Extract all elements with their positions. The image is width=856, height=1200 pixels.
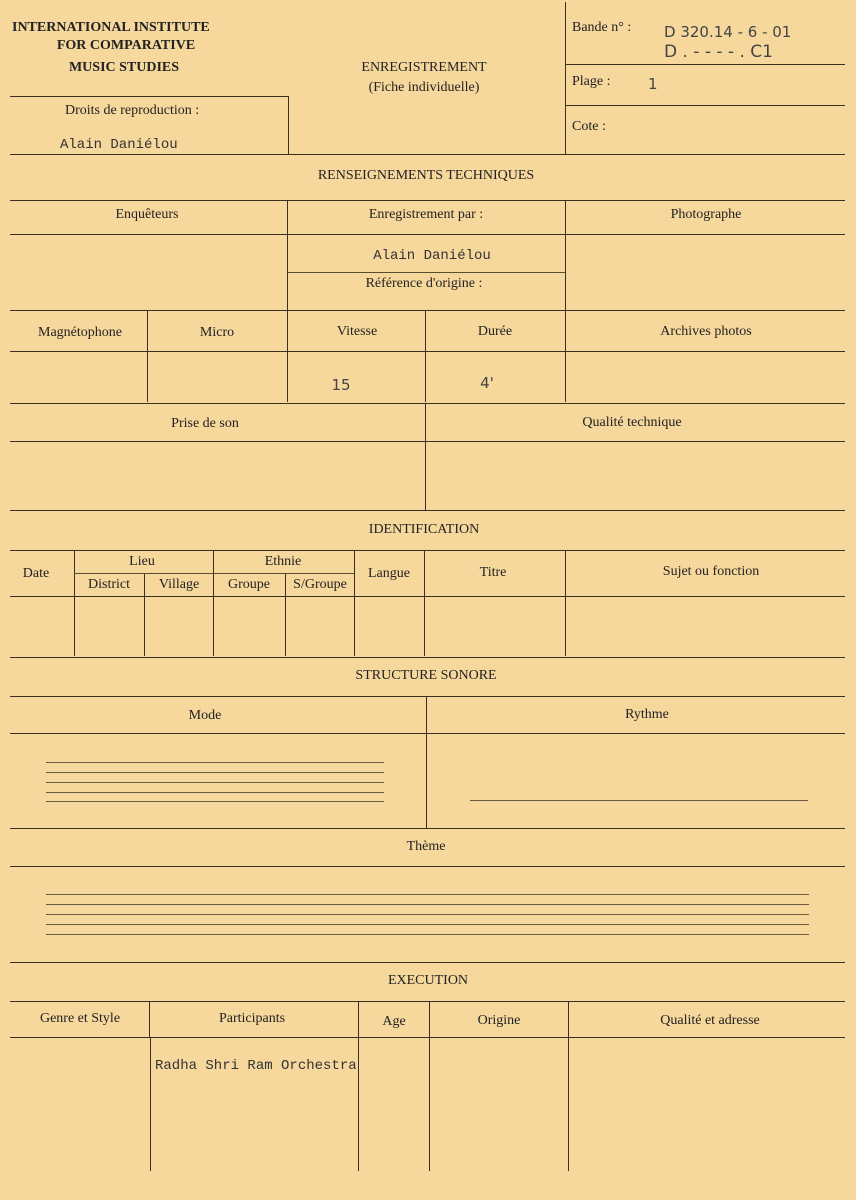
district-label: District [88, 577, 130, 592]
bande-label: Bande n° : [572, 20, 632, 35]
theme-label: Thème [406, 839, 446, 854]
prise-label: Prise de son [171, 416, 239, 431]
participants-label: Participants [218, 1011, 286, 1026]
bande-value: D 320.14 - 6 - 01 [664, 23, 792, 41]
institute-line-1: INTERNATIONAL INSTITUTE [12, 20, 210, 35]
cote-label: Cote : [572, 119, 606, 134]
section-structure-title: STRUCTURE SONORE [355, 668, 497, 683]
micro-label: Micro [199, 325, 235, 340]
institute-line-2: FOR COMPARATIVE [56, 38, 196, 53]
groupe-label: Groupe [228, 577, 270, 592]
date-label: Date [22, 566, 50, 581]
enregistrement-label: Enregistrement par : [368, 207, 484, 222]
ethnie-label: Ethnie [264, 554, 302, 569]
mode-label: Mode [188, 708, 222, 723]
qualite-technique-label: Qualité technique [582, 415, 682, 430]
duree-value: 4' [480, 374, 494, 392]
age-label: Age [382, 1014, 406, 1029]
magnetophone-label: Magnétophone [38, 325, 122, 340]
plage-value: 1 [648, 75, 658, 93]
rythme-label: Rythme [625, 707, 669, 722]
duree-label: Durée [477, 324, 513, 339]
titre-label: Titre [479, 565, 507, 580]
droits-label: Droits de reproduction : [65, 103, 200, 118]
reference-label: Référence d'origine : [365, 276, 483, 291]
vitesse-label: Vitesse [336, 324, 378, 339]
qualite-adresse-label: Qualité et adresse [660, 1013, 760, 1028]
plage-label: Plage : [572, 74, 611, 89]
archives-label: Archives photos [660, 324, 752, 339]
participants-value: Radha Shri Ram Orchestra [155, 1058, 357, 1074]
droits-value: Alain Daniélou [60, 137, 178, 153]
section-identification-title: IDENTIFICATION [368, 522, 480, 537]
enqueteurs-label: Enquêteurs [115, 207, 179, 222]
sujet-label: Sujet ou fonction [662, 564, 760, 579]
photographe-label: Photographe [670, 207, 742, 222]
sgroupe-label: S/Groupe [293, 577, 347, 592]
form-subtitle: (Fiche individuelle) [368, 80, 480, 95]
origine-label: Origine [477, 1013, 521, 1028]
langue-label: Langue [368, 566, 410, 581]
lieu-label: Lieu [129, 554, 155, 569]
form-title: ENREGISTREMENT [361, 60, 487, 75]
section-technique-title: RENSEIGNEMENTS TECHNIQUES [317, 168, 535, 183]
section-execution-title: EXECUTION [387, 973, 469, 988]
vitesse-value: 15 [331, 376, 351, 394]
genre-label: Genre et Style [39, 1011, 121, 1026]
enregistrement-value: Alain Daniélou [373, 248, 491, 264]
institute-line-3: MUSIC STUDIES [68, 60, 180, 75]
village-label: Village [158, 577, 200, 592]
bande-value-2: D . - - - - . C1 [664, 42, 773, 62]
